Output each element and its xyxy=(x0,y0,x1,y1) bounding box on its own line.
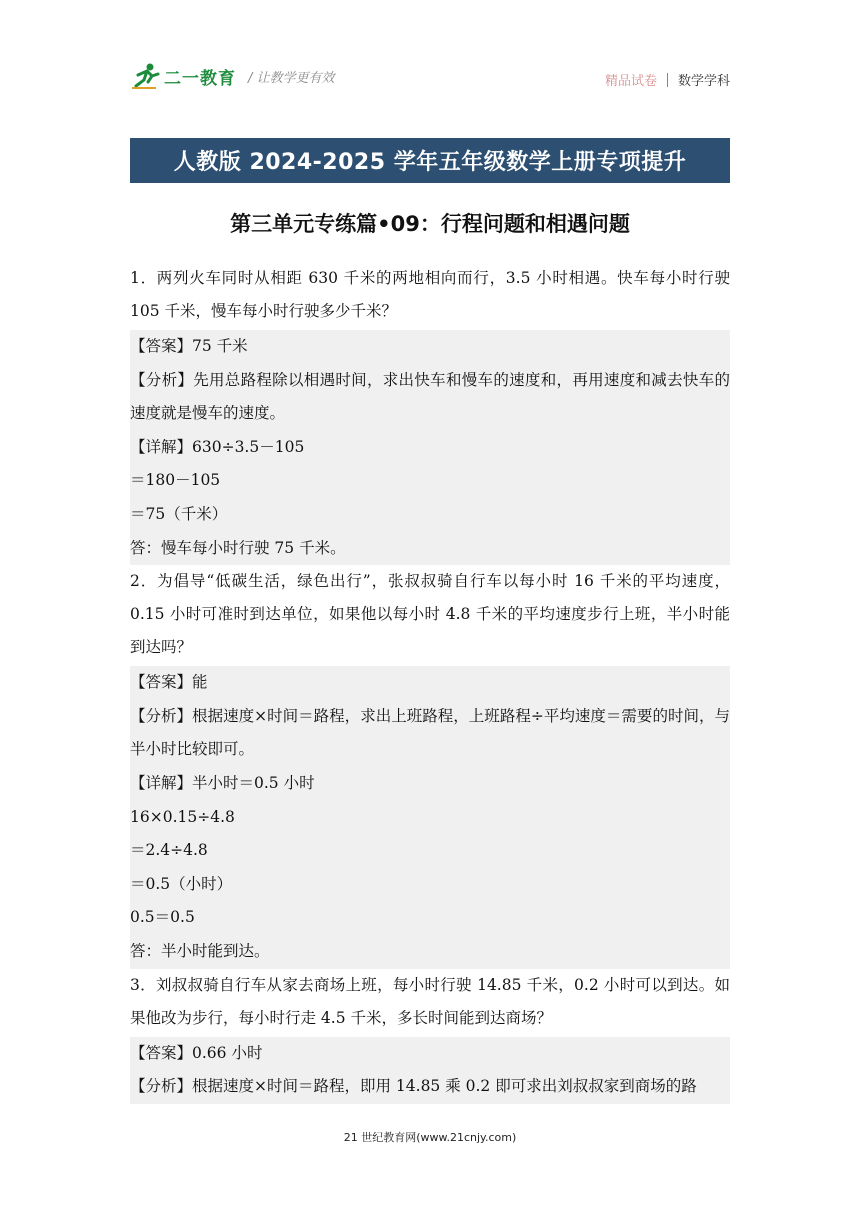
solution-line: 0.5＝0.5 xyxy=(130,908,195,927)
solution-line: ＝0.5（小时） xyxy=(130,874,233,893)
analysis-line: 【分析】根据速度×时间＝路程，即用 14.85 乘 0.2 即可求出刘叔叔家到商场的路 xyxy=(130,1077,697,1096)
logo-text: 二一教育 xyxy=(164,68,236,89)
conclusion-line: 答：半小时能到达。 xyxy=(130,941,270,960)
slogan: / 让教学更有效 xyxy=(248,70,335,86)
answer-block-3 xyxy=(130,1037,730,1104)
question-list xyxy=(130,262,730,1104)
page-subtitle: 第三单元专练篇•09：行程问题和相遇问题 xyxy=(230,212,630,236)
solution-line: 【详解】630÷3.5－105 xyxy=(130,437,305,456)
question-3: 3．刘叔叔骑自行车从家去商场上班，每小时行驶 14.85 千米，0.2 小时可以到达。如果他改为步行，每小时行走 4.5 千米，多长时间能到达商场？ xyxy=(130,975,730,1027)
quality-tag: 精品试卷 xyxy=(604,74,657,89)
answer-line: 【答案】75 千米 xyxy=(130,337,248,355)
solution-line: ＝2.4÷4.8 xyxy=(130,841,208,860)
analysis-line: 【分析】根据速度×时间＝路程，求出上班路程，上班路程÷平均速度＝需要的时间，与半小时比较即可。 xyxy=(130,706,730,759)
title-banner: 人教版 2024-2025 学年五年级数学上册专项提升 xyxy=(130,138,730,183)
logo xyxy=(130,62,335,90)
answer-block-1 xyxy=(130,330,730,565)
answer-block-2 xyxy=(130,666,730,968)
solution-line: 【详解】半小时＝0.5 小时 xyxy=(130,773,315,792)
conclusion-line: 答：慢车每小时行驶 75 千米。 xyxy=(130,538,346,557)
solution-line: ＝180－105 xyxy=(130,471,221,490)
page-footer: 21 世纪教育网(www.21cnjy.com) xyxy=(343,1131,517,1144)
analysis-line: 【分析】先用总路程除以相遇时间，求出快车和慢车的速度和，再用速度和减去快车的速度就是慢车的速度。 xyxy=(130,370,730,423)
subject-tag: 数学学科 xyxy=(677,74,730,89)
solution-line: ＝75（千米） xyxy=(130,504,228,523)
answer-line: 【答案】0.66 小时 xyxy=(130,1043,263,1062)
header-divider xyxy=(667,73,668,87)
runner-logo-icon xyxy=(130,62,160,90)
answer-line: 【答案】能 xyxy=(130,673,208,692)
question-2: 2．为倡导“低碳生活，绿色出行”，张叔叔骑自行车以每小时 16 千米的平均速度，0.15 小时可准时到达单位，如果他以每小时 4.8 千米的平均速度步行上班，半小时能到达吗？ xyxy=(130,572,730,657)
page-header xyxy=(130,60,730,100)
solution-line: 16×0.15÷4.8 xyxy=(130,807,235,826)
header-tags xyxy=(605,70,730,89)
question-1: 1．两列火车同时从相距 630 千米的两地相向而行，3.5 小时相遇。快车每小时行驶 105 千米，慢车每小时行驶多少千米？ xyxy=(130,269,730,320)
